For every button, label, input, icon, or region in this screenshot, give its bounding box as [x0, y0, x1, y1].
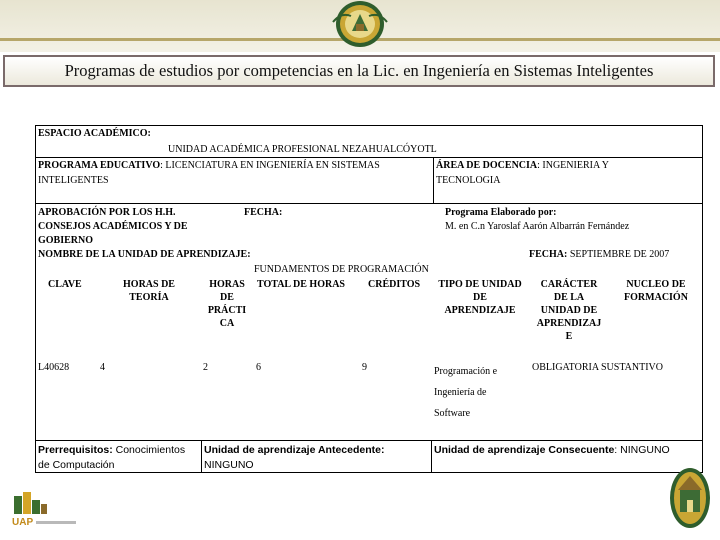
aprobacion-line1: APROBACIÓN POR LOS H.H. [38, 207, 176, 218]
header-horas-practica-line: HORAS [209, 279, 245, 290]
area-value-line2: TECNOLOGIA [436, 175, 501, 186]
header-horas-practica-line: CA [219, 318, 235, 329]
header-caracter-line: E [565, 331, 573, 342]
form-divider [431, 440, 432, 473]
header-nucleo-line: NUCLEO DE [626, 279, 686, 290]
cell-tipo-line: Software [434, 408, 471, 419]
form-divider [433, 157, 434, 203]
cell-practica: 2 [203, 362, 208, 373]
prereq-field [38, 444, 185, 457]
cell-clave: L40628 [38, 362, 70, 373]
header-caracter-line: APRENDIZAJ [536, 318, 602, 329]
fecha2-value: SEPTIEMBRE DE 2007 [567, 249, 670, 260]
header-caracter [532, 278, 606, 343]
elaborado-label: Programa Elaborado por: [445, 207, 557, 218]
header-tipo-unidad [432, 278, 528, 317]
fecha-label: FECHA: [244, 207, 283, 218]
university-seal-icon [319, 0, 401, 48]
cell-tipo [434, 361, 497, 424]
form-divider [36, 203, 702, 204]
prereq-value: Conocimientos [112, 444, 186, 456]
form-divider [201, 440, 202, 473]
nombre-label: NOMBRE DE LA UNIDAD DE APRENDIZAJE: [38, 249, 251, 260]
area-label: ÁREA DE DOCENCIA [436, 160, 538, 171]
programa-value: : LICENCIATURA EN INGENIERÍA EN SISTEMAS [160, 160, 380, 171]
institution-seal-icon [666, 464, 714, 532]
header-caracter-line: CARÁCTER [540, 279, 598, 290]
espacio-label: ESPACIO ACADÉMICO: [38, 128, 151, 139]
header-horas-teoria-line: TEORÍA [129, 292, 169, 303]
consecuente-label: Unidad de aprendizaje Consecuente [434, 444, 615, 456]
programa-value-line2: INTELIGENTES [38, 175, 109, 186]
header-tipo-line: TIPO DE UNIDAD [438, 279, 522, 290]
fecha2-field [529, 248, 669, 261]
uap-logo-icon [10, 490, 80, 530]
header-nucleo [616, 278, 696, 304]
espacio-value: UNIDAD ACADÉMICA PROFESIONAL NEZAHUALCÓYOTL [168, 144, 437, 155]
header-tipo-line: APRENDIZAJE [444, 305, 516, 316]
antecedente-label: Unidad de aprendizaje Antecedente: [204, 444, 385, 456]
unit-name: FUNDAMENTOS DE PROGRAMACIÓN [254, 264, 429, 275]
prereq-value-line2: de Computación [38, 459, 115, 471]
consecuente-field [434, 444, 670, 457]
consecuente-value: : NINGUNO [614, 444, 670, 456]
antecedente-value: NINGUNO [204, 459, 254, 471]
header-horas-practica [202, 278, 252, 330]
header-horas-teoria-line: HORAS DE [123, 279, 175, 290]
prereq-label: Prerrequisitos: [38, 444, 113, 456]
area-field [436, 159, 609, 172]
aprobacion-line3: GOBIERNO [38, 235, 94, 246]
header-horas-practica-line: PRÁCTI [207, 305, 247, 316]
aprobacion-line2: CONSEJOS ACADÉMICOS Y DE [38, 221, 188, 232]
cell-caracter-nucleo: OBLIGATORIA SUSTANTIVO [532, 362, 663, 373]
header-creditos: CRÉDITOS [368, 279, 421, 290]
header-caracter-line: DE LA [553, 292, 585, 303]
fecha2-label: FECHA: [529, 249, 568, 260]
header-tipo-line: DE [473, 292, 487, 303]
cell-creditos: 9 [362, 362, 367, 373]
study-program-form [35, 125, 703, 473]
page-title: Programas de estudios por competencias en la Lic. en Ingeniería en Sistemas Inteligentes [3, 55, 715, 87]
header-nucleo-line: FORMACIÓN [624, 292, 688, 303]
uap-logo-text: UAP [12, 517, 34, 528]
cell-total: 6 [256, 362, 261, 373]
programa-field [38, 159, 380, 172]
area-value: : INGENIERIA Y [537, 160, 609, 171]
header-clave: CLAVE [48, 279, 82, 290]
header-horas-practica-line: DE [220, 292, 234, 303]
form-divider [36, 440, 702, 441]
programa-label: PROGRAMA EDUCATIVO [38, 160, 161, 171]
header-horas-teoria [114, 278, 184, 304]
form-divider [36, 157, 702, 158]
elaborado-value: M. en C.n Yaroslaf Aarón Albarrán Fernández [445, 221, 630, 232]
cell-teoria: 4 [100, 362, 105, 373]
cell-tipo-line: Programación e [434, 366, 498, 377]
header-caracter-line: UNIDAD DE [540, 305, 598, 316]
cell-tipo-line: Ingeniería de [434, 387, 487, 398]
header-total-horas: TOTAL DE HORAS [257, 279, 345, 290]
